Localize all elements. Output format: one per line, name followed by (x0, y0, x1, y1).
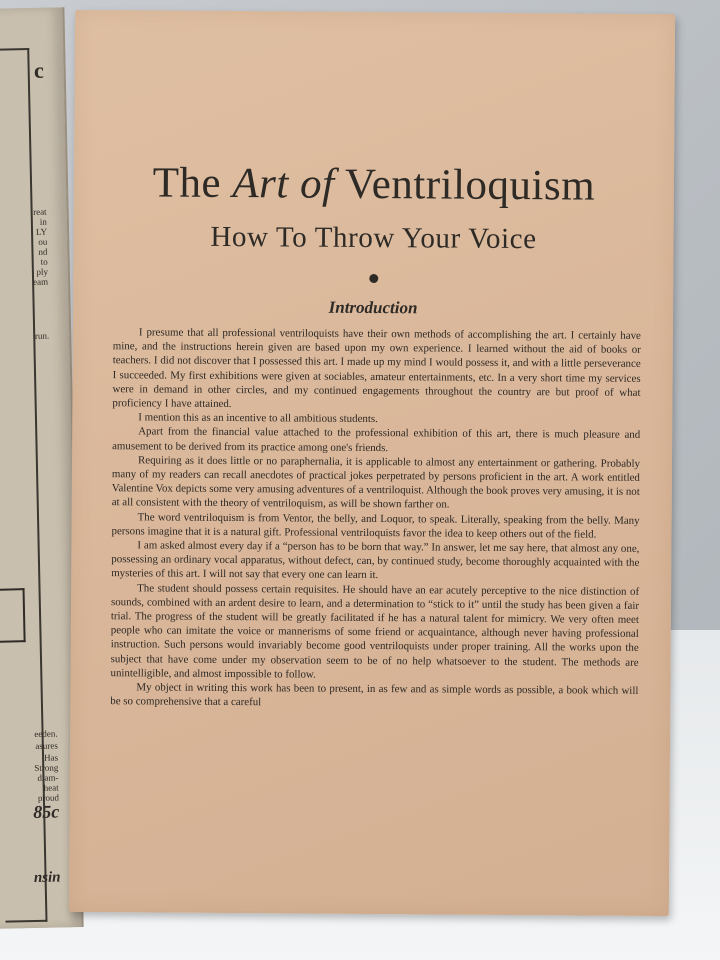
paragraph: I mention this as an incentive to all ambitious students. (138, 411, 378, 426)
title-part-ventriloquism: Ventriloquism (334, 160, 596, 210)
booklet-subtitle: How To Throw Your Voice (210, 220, 537, 256)
adjacent-page-fragment: ply (36, 266, 48, 277)
adjacent-page-fragment: proud (37, 792, 60, 803)
paragraph: Apart from the financial value attached to the professional exhibition of this art, there is much pleasure and amusement to be derived from its practice among one's friends. (112, 425, 641, 454)
ornament-dot-icon (369, 274, 378, 283)
adjacent-page-fragment: c (33, 57, 44, 83)
adjacent-page-fragment: heat (43, 782, 59, 793)
adjacent-page-fragment: run. (34, 330, 50, 341)
adjacent-page-fragment: nsin (33, 869, 61, 887)
adjacent-page-fragment: Has (43, 752, 59, 763)
adjacent-page-fragment: eam (32, 276, 49, 287)
adjacent-page-sign-icon (0, 588, 26, 643)
adjacent-page-price: 85c (32, 801, 60, 823)
paragraph: The word ventriloquism is from Ventor, the belly, and Loquor, to speak. Literally, speaking from the belly. Many persons imagine that it is a natural gift. Professional ventriloquists favor the idea to keep others out of the field. (111, 511, 640, 541)
paragraph: Requiring as it does little or no paraphernalia, it is applicable to almost any entertainment or gathering. Probably many of my readers can recall anecdotes of practical jokes perpetrated by persons proficient in the art. A work entitled Valentine Vox depicts some very amusing adventures of a ventriloquist. Although the book proves very amusing, it is not at all consistent with the theory of ventriloquism, as will be shown farther on. (111, 454, 641, 511)
section-heading: Introduction (328, 297, 418, 318)
paragraph: The student should possess certain requisites. He should have an ear acutely perceptive to the nice distinction of sounds, combined with an ardent desire to learn, and a determination to “stick to it” until the study has been given a fair trial. The progress of the student will be greatly facilitated if he has a natural talent for mimicry. We very often meet people who can imitate the voice or mannerisms of some friend or acquaintance, although never having professional instruction. Such persons would invariably become good ventriloquists under proper training. All the works upon the subject that have come under my observation seem to be of no help whatsoever to the student. The methods are unintelligible, and almost impossible to follow. (110, 582, 640, 681)
adjacent-page-fragment: nd (38, 246, 48, 257)
booklet-page (69, 10, 675, 916)
adjacent-page-fragment: asures (35, 740, 58, 751)
title-part-the: The (152, 159, 233, 208)
adjacent-page-fragment: diam- (37, 772, 59, 783)
introduction-body (110, 325, 641, 712)
paragraph: My object in writing this work has been to present, in as few and as simple words as possible, a book which will be so comprehensive that a careful (110, 681, 639, 709)
booklet-title (74, 158, 674, 211)
title-part-art-of: Art of (232, 160, 335, 208)
paragraph: I am asked almost every day if a “person has to be born that way.” In answer, let me say here, that almost any one, possessing an ordinary vocal apparatus, without defect, can, by continued study, become thoroughly acquainted with the mysteries of this art. I will not say that every one can learn it. (111, 539, 640, 582)
adjacent-page-border (0, 48, 48, 923)
adjacent-page-fragment: reat (33, 206, 47, 217)
adjacent-page-fragment: to (40, 256, 48, 267)
paragraph: I presume that all professional ventriloquists have their own methods of accomplishing the art. I certainly have mine, and the instructions herein given are based upon my own experience. I learned without the aid of books or teachers. I did not discover that I possessed this art. I made up my mind I would possess it, and with a little perseverance I succeeded. My first exhibitions were given at sociables, amateur entertainments, etc. In a very short time my services were in demand in other circles, and my continued engagements throughout the country are but proof of what proficiency I have attained. (112, 326, 641, 411)
adjacent-page-fragment: Strong (34, 762, 59, 774)
adjacent-page-fragment: in (39, 216, 47, 227)
adjacent-page-fragment: ou (38, 236, 48, 247)
adjacent-page-fragment: LY (35, 226, 48, 237)
adjacent-page-fragment: eeden. (34, 728, 58, 740)
